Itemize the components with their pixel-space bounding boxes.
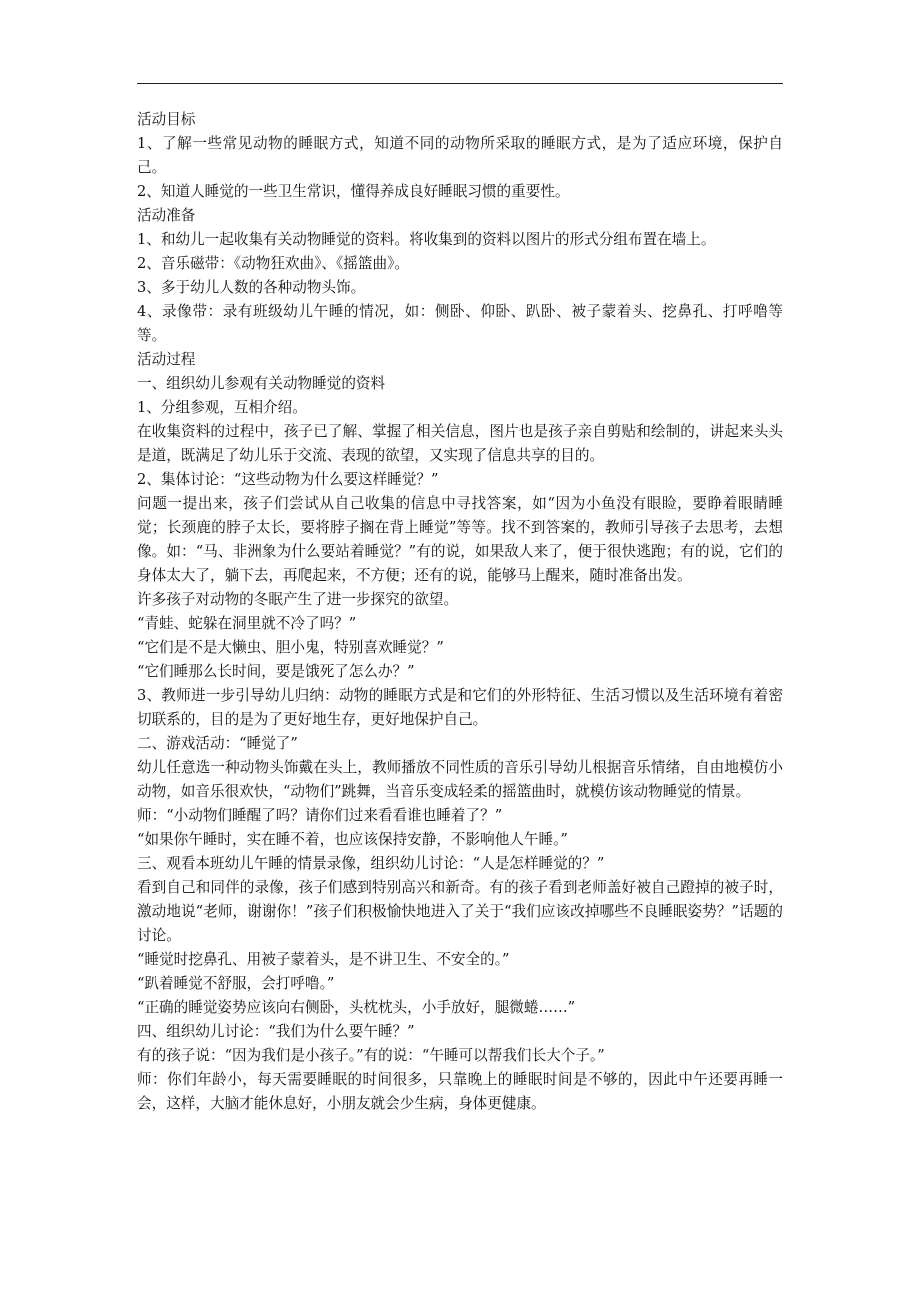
body-paragraph: 幼儿任意选一种动物头饰戴在头上，教师播放不同性质的音乐引导幼儿根据音乐情绪，自由地模仿小动物，如音乐很欢快，“动物们”跳舞，当音乐变成轻柔的摇篮曲时，就模仿该动物睡觉的情景。	[137, 759, 783, 800]
quote-line: “正确的睡觉姿势应该向右侧卧，头枕枕头，小手放好，腿微蜷……”	[137, 999, 576, 1016]
preparation-item: 1、和幼儿一起收集有关动物睡觉的资料。将收集到的资料以图片的形式分组布置在墙上。	[137, 231, 716, 248]
preparation-item: 3、多于幼儿人数的各种动物头饰。	[137, 279, 366, 296]
heading-activity-goals: 活动目标	[137, 111, 196, 128]
section-heading: 二、游戏活动：“睡觉了”	[137, 735, 298, 752]
preparation-item: 4、录像带：录有班级幼儿午睡的情况，如：侧卧、仰卧、趴卧、被子蒙着头、挖鼻孔、打呼噜等等。	[137, 303, 783, 344]
quote-line: “睡觉时挖鼻孔、用被子蒙着头，是不讲卫生、不安全的。”	[137, 951, 510, 968]
quote-line: “它们是不是大懒虫、胆小鬼，特别喜欢睡觉？”	[137, 639, 444, 656]
quote-line: 师：“小动物们睡醒了吗？请你们过来看看谁也睡着了？”	[137, 807, 503, 824]
preparation-item: 2、音乐磁带：《动物狂欢曲》、《摇篮曲》。	[137, 255, 409, 272]
body-paragraph: 有的孩子说：“因为我们是小孩子。”有的说：“午睡可以帮我们长大个子。”	[137, 1047, 605, 1064]
body-paragraph: 在收集资料的过程中，孩子已了解、掌握了相关信息，图片也是孩子亲自剪贴和绘制的，讲起来头头是道，既满足了幼儿乐于交流、表现的欲望，又实现了信息共享的目的。	[137, 423, 783, 464]
section-heading: 一、组织幼儿参观有关动物睡觉的资料	[137, 375, 386, 392]
step-item: 2、集体讨论：“这些动物为什么要这样睡觉？”	[137, 471, 439, 488]
quote-line: “青蛙、蛇躲在洞里就不冷了吗？”	[137, 615, 357, 632]
body-paragraph: 许多孩子对动物的冬眠产生了进一步探究的欲望。	[137, 591, 459, 608]
document-body	[137, 108, 783, 1116]
goal-item: 2、知道人睡觉的一些卫生常识，懂得养成良好睡眠习惯的重要性。	[137, 183, 570, 200]
quote-line: “它们睡那么长时间，要是饿死了怎么办？”	[137, 663, 415, 680]
quote-line: “趴着睡觉不舒服，会打呼噜。”	[137, 975, 335, 992]
step-item: 3、教师进一步引导幼儿归纳：动物的睡眠方式是和它们的外形特征、生活习惯以及生活环境有着密切联系的，目的是为了更好地生存，更好地保护自己。	[137, 687, 783, 728]
body-paragraph: 看到自己和同伴的录像，孩子们感到特别高兴和新奇。有的孩子看到老师盖好被自己蹬掉的被子时，激动地说“老师，谢谢你！”孩子们积极愉快地进入了关于“我们应该改掉哪些不良睡眠姿势？”话题的讨论。	[137, 879, 783, 944]
section-heading: 三、观看本班幼儿午睡的情景录像，组织幼儿讨论：“人是怎样睡觉的？”	[137, 855, 605, 872]
goal-item: 1、了解一些常见动物的睡眠方式，知道不同的动物所采取的睡眠方式，是为了适应环境，保护自己。	[137, 135, 783, 176]
step-item: 1、分组参观，互相介绍。	[137, 399, 307, 416]
body-paragraph: 师：你们年龄小，每天需要睡眠的时间很多，只靠晚上的睡眠时间是不够的，因此中午还要再睡一会，这样，大脑才能休息好，小朋友就会少生病，身体更健康。	[137, 1071, 783, 1112]
quote-line: “如果你午睡时，实在睡不着，也应该保持安静，不影响他人午睡。”	[137, 831, 568, 848]
section-heading: 四、组织幼儿讨论：“我们为什么要午睡？”	[137, 1023, 415, 1040]
heading-activity-process: 活动过程	[137, 351, 196, 368]
header-rule	[137, 83, 783, 84]
heading-activity-preparation: 活动准备	[137, 207, 196, 224]
body-paragraph: 问题一提出来，孩子们尝试从自己收集的信息中寻找答案，如“因为小鱼没有眼睑，要睁着眼睛睡觉；长颈鹿的脖子太长，要将脖子搁在背上睡觉”等等。找不到答案的，教师引导孩子去思考，去想像。如：“马、非洲象为什么要站着睡觉？”有的说，如果敌人来了，便于很快逃跑；有的说，它们的身体太大了，躺下去，再爬起来，不方便；还有的说，能够马上醒来，随时准备出发。	[137, 495, 783, 584]
